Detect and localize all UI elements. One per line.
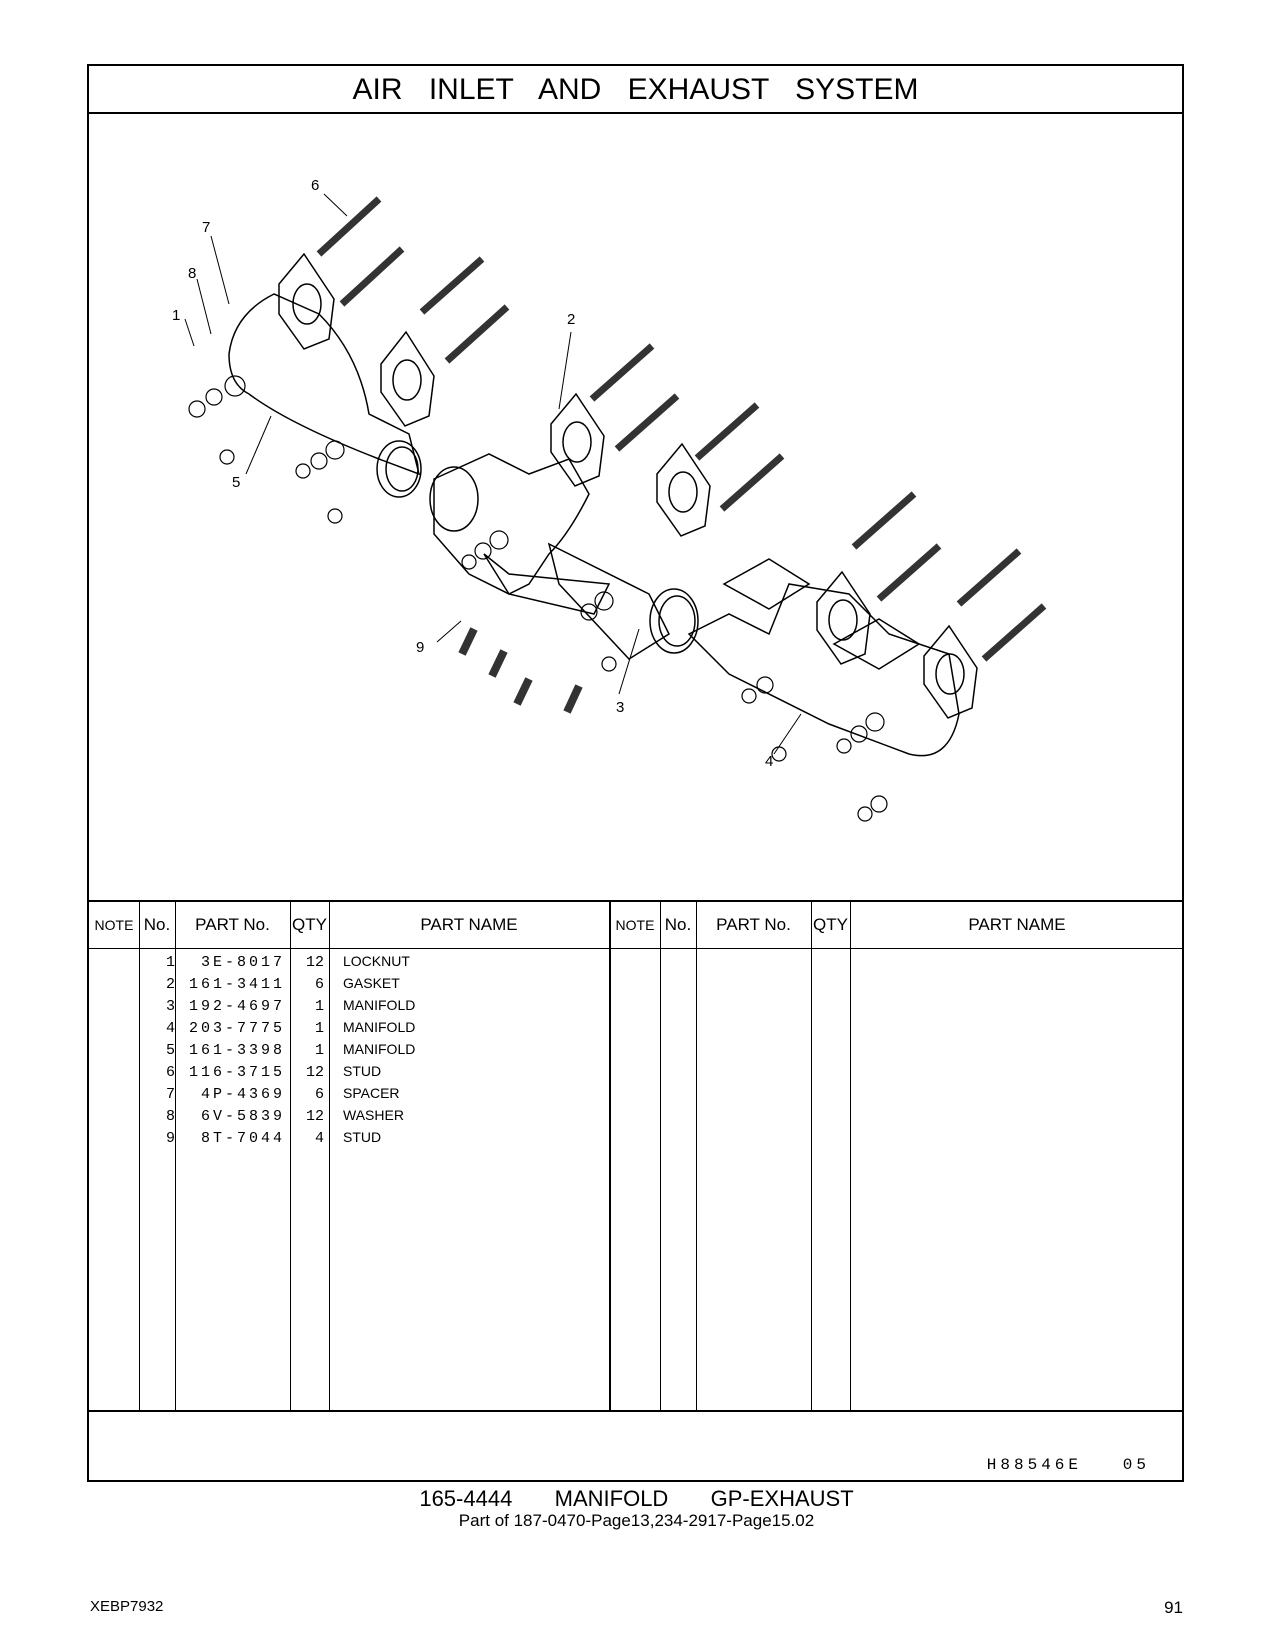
- part-name: WASHER: [343, 1107, 404, 1123]
- table-row: [89, 1039, 1182, 1062]
- quantity: 1: [314, 1042, 324, 1059]
- header-no: No.: [143, 915, 171, 934]
- quantity: 12: [305, 1108, 324, 1125]
- header-part-no: PART No.: [195, 915, 270, 934]
- item-no: 4: [165, 1020, 175, 1037]
- header-divider: [89, 948, 1182, 949]
- header-qty: QTY: [813, 915, 848, 934]
- part-number: 203-7775: [188, 1020, 285, 1037]
- table-row: [89, 1061, 1182, 1084]
- manifold-4: [689, 559, 959, 756]
- callout-1: 1: [172, 307, 181, 324]
- quantity: 6: [314, 1086, 324, 1103]
- header-note: NOTE: [615, 917, 655, 933]
- quantity: 12: [305, 954, 324, 971]
- quantity: 12: [305, 1064, 324, 1081]
- part-name: STUD: [343, 1129, 382, 1145]
- callout-4: 4: [765, 753, 774, 770]
- part-number: 161-3411: [188, 976, 285, 993]
- fasteners: [189, 376, 887, 821]
- part-number: 192-4697: [188, 998, 285, 1015]
- illustration-code-box: [89, 1410, 1182, 1482]
- gasket-group-2: [279, 254, 977, 718]
- quantity: 1: [314, 1020, 324, 1037]
- table-row: [89, 1105, 1182, 1128]
- table-row: [89, 1083, 1182, 1106]
- item-no: 5: [165, 1042, 175, 1059]
- part-name: LOCKNUT: [343, 953, 410, 969]
- callout-3: 3: [616, 699, 625, 716]
- quantity: 6: [314, 976, 324, 993]
- part-number: 161-3398: [188, 1042, 285, 1059]
- parts-page-frame: [87, 64, 1184, 1482]
- header-part-name: PART NAME: [420, 915, 518, 934]
- exploded-view-illustration: [89, 114, 1182, 900]
- table-row: [89, 951, 1182, 974]
- part-number: 116-3715: [188, 1064, 285, 1081]
- parts-list-table: [89, 900, 1182, 1410]
- page-title: AIR INLET AND EXHAUST SYSTEM: [89, 66, 1182, 114]
- item-no: 6: [165, 1064, 175, 1081]
- item-no: 2: [165, 976, 175, 993]
- quantity: 4: [314, 1130, 324, 1147]
- callout-8: 8: [188, 265, 197, 282]
- group-reference: Part of 187-0470-Page13,234-2917-Page15.02: [458, 1511, 815, 1530]
- item-no: 3: [165, 998, 175, 1015]
- part-number: 8T-7044: [200, 1130, 285, 1147]
- part-number: 6V-5839: [200, 1108, 285, 1125]
- header-no: No.: [664, 915, 692, 934]
- table-row: [89, 1127, 1182, 1150]
- part-name: MANIFOLD: [343, 1019, 416, 1035]
- header-part-name: PART NAME: [968, 915, 1066, 934]
- table-row: [89, 995, 1182, 1018]
- part-number: 4P-4369: [200, 1086, 285, 1103]
- callout-7: 7: [202, 219, 211, 236]
- header-qty: QTY: [292, 915, 327, 934]
- part-number: 3E-8017: [200, 954, 285, 971]
- part-name: MANIFOLD: [343, 1041, 416, 1057]
- document-id: XEBP7932: [90, 1598, 164, 1615]
- header-note: NOTE: [94, 917, 134, 933]
- item-no: 7: [165, 1086, 175, 1103]
- table-row: [89, 973, 1182, 996]
- page-number: 91: [1164, 1598, 1183, 1617]
- quantity: 1: [314, 998, 324, 1015]
- manifold-drawing: [89, 114, 1182, 900]
- group-caption: 165-4444 MANIFOLD GP-EXHAUST: [419, 1486, 854, 1511]
- header-part-no: PART No.: [716, 915, 791, 934]
- table-row: [89, 1017, 1182, 1040]
- callout-6: 6: [311, 177, 320, 194]
- item-no: 9: [165, 1130, 175, 1147]
- part-name: SPACER: [343, 1085, 400, 1101]
- part-name: MANIFOLD: [343, 997, 416, 1013]
- callout-9: 9: [416, 639, 425, 656]
- item-no: 8: [165, 1108, 175, 1125]
- part-name: STUD: [343, 1063, 382, 1079]
- callout-5: 5: [232, 474, 241, 491]
- illustration-code: H88546E 05: [986, 1456, 1150, 1474]
- stud-group-9: [462, 629, 579, 712]
- part-name: GASKET: [343, 975, 400, 991]
- callout-2: 2: [567, 311, 576, 328]
- item-no: 1: [165, 954, 175, 971]
